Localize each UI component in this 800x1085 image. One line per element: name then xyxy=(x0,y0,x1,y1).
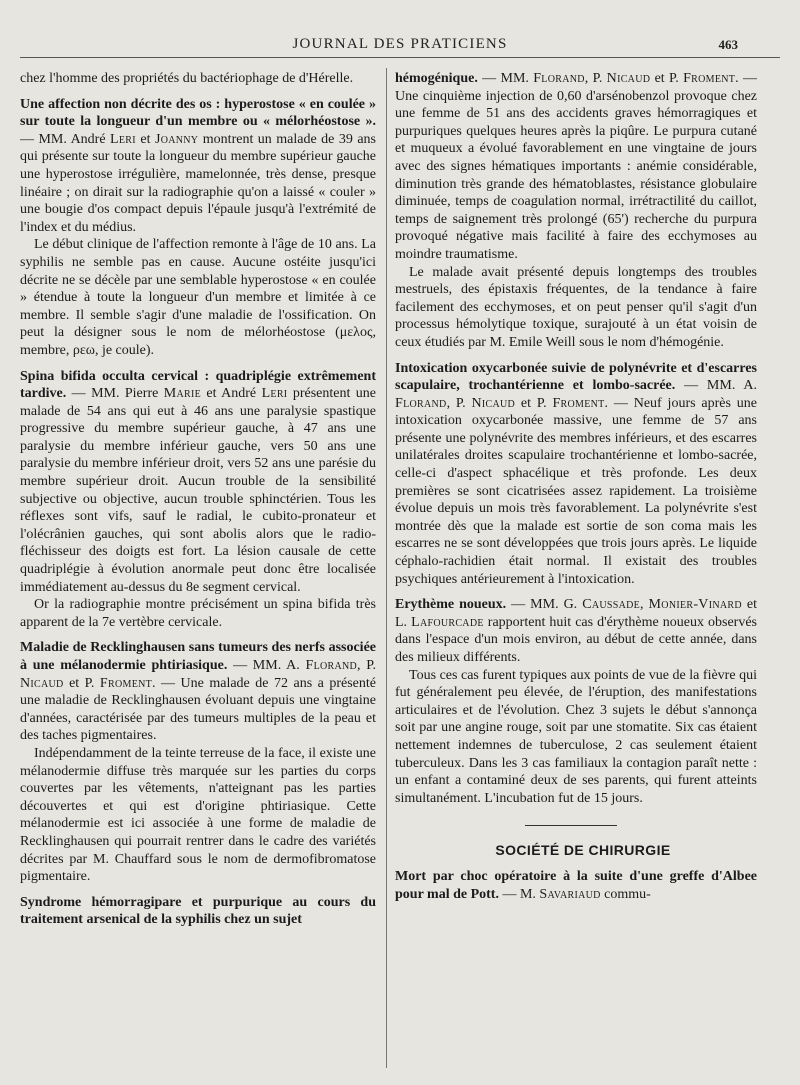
article-hyperostose xyxy=(20,96,376,237)
author-name: Caussade xyxy=(582,597,641,613)
article-paragraph: Le malade avait présenté depuis longtemps des troubles mestruels, des épistaxis fréquentes, de la tendance à faire facilement des ecchymoses, et on peut penser qu'il s'agit d'un processus hémolytique toxique, surajouté à un état voisin de ceux étudiés par M. Emile Weill sous le nom d'hémogénie. xyxy=(395,264,757,350)
section-separator xyxy=(525,825,617,826)
article-syndrome-continuation xyxy=(395,70,757,264)
article-title: Mort par choc opératoire à la suite d'une greffe d'Albee pour mal de Pott. xyxy=(395,868,757,902)
article-recklinghausen xyxy=(20,639,376,745)
authors-prefix: — MM. Pierre xyxy=(66,386,164,402)
article-paragraph: Indépendamment de la teinte terreuse de la face, il existe une mélanodermie diffuse très marquée sur les parties du corps couvertes par les vêtements, n'atteignant pas les parties découvertes et qui est d'origine phtiriasique. Cette mélanodermie est ici associée à une forme de maladie de Recklinghausen qui pourrait rentrer dans le cadre des variétés décrites par M. Chauffard sous le nom de dermofibromatose pigmentaire. xyxy=(20,745,376,885)
bacteriophage-continuation: chez l'homme des propriétés du bactériophage de d'Hérelle. xyxy=(20,71,354,86)
page-number: 463 xyxy=(718,37,738,52)
author-name: Leri xyxy=(261,386,288,402)
page-header xyxy=(0,0,800,58)
authors-separator: et P. xyxy=(650,71,684,86)
article-body: présentent une malade de 54 ans qui eut à 46 ans une paralysie spastique progressive du membre supérieur gauche, à 47 ans une paralysie du membre inférieur gauche, vers 50 ans une paralysie du membre inférieur droit, vers 52 ans une parésie du membre supérieur droit. Aucun trouble de la sensibilité subjective ou objective, aucun trouble sphinctérien. Tous les réflexes sont vifs, sauf le radial, le cubito-pronateur et l'olécrânien gauches, qui sont abolis alors que le radio-fléchisseur des doigts est fort. La lésion causale de cette quadriplégie à évolution anormale peut donc être localisée immédiatement au-dessus du 8e segment cervical. xyxy=(20,386,376,595)
author-name: Froment xyxy=(99,675,153,691)
author-name: Nicaud xyxy=(471,395,516,411)
article-title: Intoxication oxycarbonée suivie de polynévrite et d'escarres scapulaire, trochantérienne et lombo-sacrée. xyxy=(395,360,757,394)
header-rule xyxy=(20,57,780,58)
article-intoxication xyxy=(395,360,757,589)
authors-separator: et P. xyxy=(515,395,553,411)
authors-prefix: — MM. André xyxy=(20,131,111,147)
article-body: montrent un malade de 39 ans qui présente sur toute la longueur du membre supérieur gauche une hyperostose irrégulière, mamelonnée, très dense, presque linéaire ; on dirait sur la radiographie qu'on a laissé « couler » une bougie d'os compact depuis l'épaule jusqu'à l'extrémité de l'index et du médius. xyxy=(20,131,376,235)
author-name: Froment xyxy=(683,71,736,86)
article-mort xyxy=(395,868,757,903)
right-column xyxy=(395,70,757,1082)
article-spina-bifida xyxy=(20,368,376,597)
article-title: Erythème noueux. xyxy=(395,597,507,613)
article-body: commu- xyxy=(600,886,651,902)
article-title: Syndrome hémorragipare et purpurique au cours du traitement arsenical de la syphilis chez un sujet xyxy=(20,894,376,928)
article-paragraph: Le début clinique de l'affection remonte à l'âge de 10 ans. La syphilis ne semble pas en cause. Aucune ostéite jusqu'ici décrite ne se décèle par une semblable hyperostose « en coulée » étendue à toute la longueur d'un membre et limitée à ce membre. Il semble s'agir d'une maladie de l'ossification. On peut la désigner sous le nom de mélorhéostose (μελος, membre, ρεω, je coule). xyxy=(20,237,376,358)
author-name: Florand xyxy=(395,395,447,411)
author-name: Nicaud xyxy=(20,675,64,691)
author-name: Monier-Vinard xyxy=(648,597,742,613)
authors-prefix: — MM. A. xyxy=(675,378,757,394)
article-syndrome-title-start xyxy=(20,894,376,929)
article-title: hémogénique. xyxy=(395,71,478,86)
authors-separator: et André xyxy=(201,386,262,402)
article-paragraph: Tous ces cas furent typiques aux points de vue de la fièvre qui fut généralement peu élevée, de l'éruption, des manifestations articulaires et de l'évolution. Chez 3 sujets le début s'annonça soit par une angine rouge, soit par une stomatite. Six cas étaient nettement indemnes de tuberculose, 2 cas seulement étaient tuberculeux. Dans les 3 cas familiaux la contagion paraît nette : un enfant a contaminé deux de ses parents, qui furent atteints simultanément. L'incubation fut de 15 jours. xyxy=(395,667,757,806)
authors-separator: et P. xyxy=(63,675,100,691)
article-title: Une affection non décrite des os : hyperostose « en coulée » sur toute la longueur d'un membre ou « mélorhéostose ». xyxy=(20,96,376,130)
article-paragraph: Or la radiographie montre précisément un spina bifida très apparent de la 7e vertèbre cervicale. xyxy=(20,597,376,630)
author-name: Savariaud xyxy=(539,886,601,902)
journal-title: JOURNAL DES PRATICIENS xyxy=(292,36,508,52)
authors-separator: , xyxy=(640,597,649,613)
column-divider xyxy=(386,68,387,1068)
article-title: Maladie de Recklinghausen sans tumeurs des nerfs associée à une mélanodermie phtiriasique. xyxy=(20,640,376,673)
article-body: . — Une malade de 72 ans a présenté une maladie de Recklinghausen évoluant depuis une vingtaine d'années, caractérisée par des tumeurs multiples de la peau et des taches pigmentaires. xyxy=(20,675,376,744)
authors-separator: et L. xyxy=(395,597,757,630)
author-name: Marie xyxy=(163,386,202,402)
authors-separator: et xyxy=(135,131,155,147)
article-body: . — Une cinquième injection de 0,60 d'arsénobenzol provoque chez une femme de 51 ans des accidents graves hémorragiques et purpuriques quelques heures après la piqûre. Le purpura cutané et muqueux a évolué favorablement en une vingtaine de jours avec des signes hématiques importants : anémie considérable, diminution très grande des hématoblastes, résistance globulaire diminuée, temps de coagulation normal, irrétractilité du caillot, temps de saignement très prolongé (65') recherche du purpura provoqué négative mais facilité à faire des ecchymoses au moindre traumatisme. xyxy=(395,71,757,262)
author-name: Florand xyxy=(533,71,585,86)
left-column xyxy=(20,70,376,1082)
author-name: Leri xyxy=(110,131,136,147)
authors-separator: , P. xyxy=(446,395,472,411)
author-name: Florand xyxy=(305,658,358,673)
author-name: Nicaud xyxy=(606,71,651,86)
article-body: . — Neuf jours après une intoxication oxycarbonée massive, une femme de 57 ans présente une polynévrite des membres inférieurs, et des escarres unilatérales droites scapulaire trochantérienne et lombo-sacrée, celle-ci d'aspect sphacélique et très profonde. Les deux premières se sont cicatrisées assez rapidement. La troisième évolue depuis un mois très favorablement. La polynévrite s'est montrée dès que la malade est sortie de son coma mais les escarres ne se sont développées que trois jours après. Le liquide céphalo-rachidien était normal. Il existait des troubles psychiques antérieurement à l'intoxication. xyxy=(395,395,757,587)
author-name: Joanny xyxy=(154,131,199,147)
authors-prefix: — MM. xyxy=(477,71,534,86)
authors-separator: , P. xyxy=(357,658,376,673)
article-body: rapportent huit cas d'érythème noueux observés dans l'espace d'un mois environ, au début de cette année, dans des milieux différents. xyxy=(395,614,757,665)
society-heading: SOCIÉTÉ DE CHIRURGIE xyxy=(495,842,671,859)
author-name: Lafourcade xyxy=(411,614,484,630)
authors-prefix: — MM. G. xyxy=(506,597,583,613)
author-name: Froment xyxy=(552,395,605,411)
authors-separator: , P. xyxy=(584,71,607,86)
article-title: Spina bifida occulta cervical : quadriplégie extrêmement tardive. xyxy=(20,368,376,402)
authors-prefix: — M. xyxy=(498,886,540,902)
article-erytheme xyxy=(395,596,757,666)
authors-prefix: — MM. A. xyxy=(227,658,306,673)
